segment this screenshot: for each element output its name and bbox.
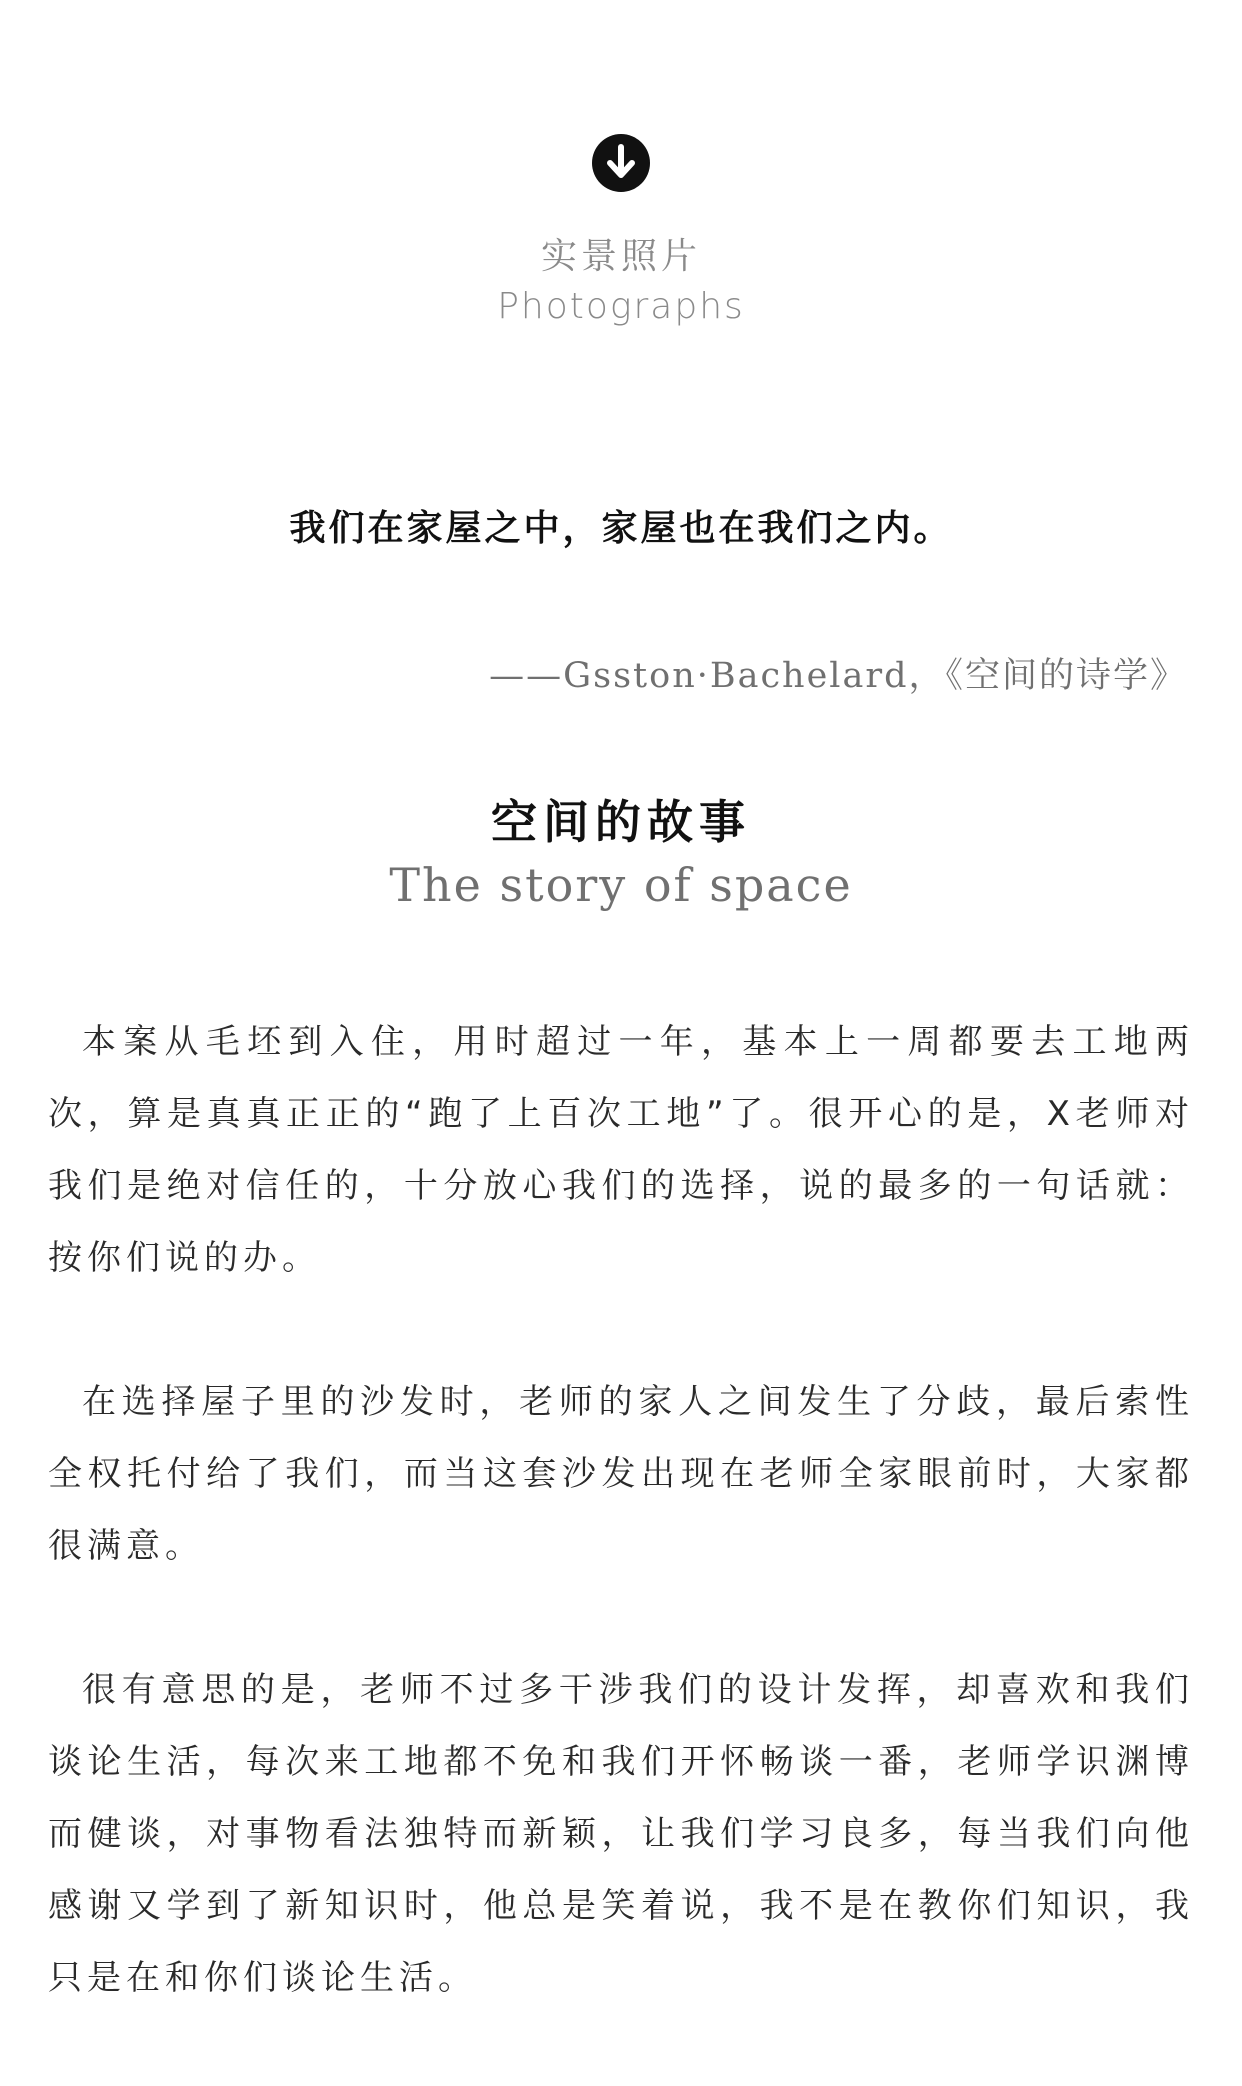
- section-title-en: Photographs: [497, 286, 745, 327]
- paragraph: 本案从毛坯到入住，用时超过一年，基本上一周都要去工地两次，算是真真正正的“跑了上百次工地”了。很开心的是，X老师对我们是绝对信任的，十分放心我们的选择，说的最多的一句话就：按你们说的办。: [48, 1022, 1194, 1278]
- quote-text: 我们在家屋之中，家屋也在我们之内。: [289, 508, 953, 549]
- paragraph: 很有意思的是，老师不过多干涉我们的设计发挥，却喜欢和我们谈论生活，每次来工地都不免和我们开怀畅谈一番，老师学识渊博而健谈，对事物看法独特而新颖，让我们学习良多，每当我们向他感谢又学到了新知识时，他总是笑着说，我不是在教你们知识，我只是在和你们谈论生活。: [48, 1670, 1194, 1998]
- paragraph: 在选择屋子里的沙发时，老师的家人之间发生了分歧，最后索性全权托付给了我们，而当这套沙发出现在老师全家眼前时，大家都很满意。: [48, 1382, 1194, 1566]
- down-arrow-circle-icon: [591, 133, 651, 193]
- story-title-en: The story of space: [389, 858, 853, 912]
- section-title-cn: 实景照片: [540, 236, 701, 277]
- story-body: [48, 1006, 1194, 2086]
- story-title-cn: 空间的故事: [491, 795, 751, 849]
- quote-attribution: ——Gsston·Bachelard，《空间的诗学》: [489, 656, 1187, 696]
